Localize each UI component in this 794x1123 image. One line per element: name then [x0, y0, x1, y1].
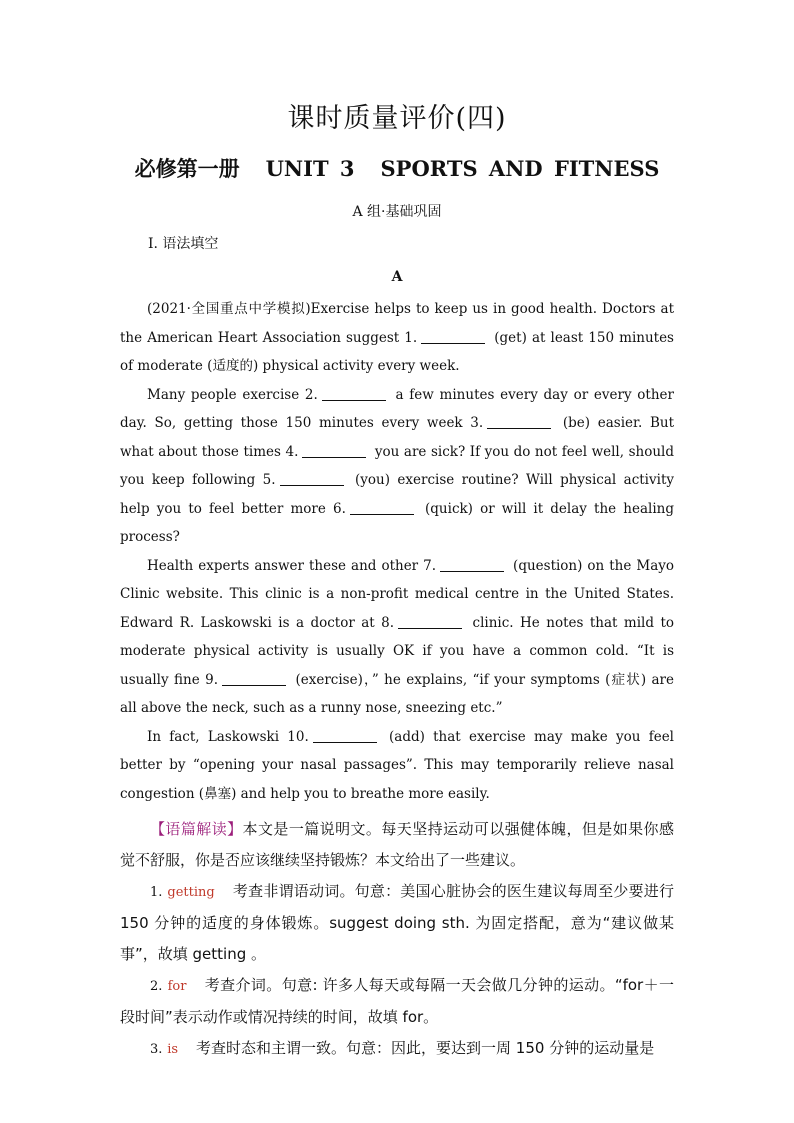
answer-blank-6[interactable] [350, 500, 414, 515]
passage-paragraph-1: (2021·全国重点中学模拟)Exercise helps to keep us in good health. Doctors at the American Heart Association suggest 1. (get) at least 150 minutes of moderate (适度的) physical activity every week. [120, 301, 674, 374]
answer-blank-8[interactable] [398, 614, 462, 629]
passage-analysis: 【语篇解读】本文是一篇说明文。每天坚持运动可以强健体魄，但是如果你感觉不舒服，你是否应该继续坚持锻炼？本文给出了一些建议。 [120, 820, 674, 869]
answer-key: is [167, 1042, 179, 1057]
passage-paragraph-2: Many people exercise 2. a few minutes every day or every other day. So, getting those 150 minutes every week 3. (be) easier. But what about those times 4. you are sick? If you do not feel well, should you keep following 5. (you) exercise routine? Will physical activity help you to feel better more 6. (quick) or will it delay the healing process? [120, 386, 674, 545]
answer-item-2: 2. for 考查介词。句意: 许多人每天或每隔一天会做几分钟的运动。“for＋一段时间”表示动作或情况持续的时间，故填 for。 [120, 976, 674, 1026]
answer-blank-4[interactable] [302, 443, 366, 458]
answer-key: for [167, 979, 187, 994]
group-heading: A 组·基础巩固 [352, 204, 442, 220]
answer-item-1: 1. getting 考查非谓语动词。句意：美国心脏协会的医生建议每周至少要进行 150 分钟的适度的身体锻炼。suggest doing sth. 为固定搭配，意为“建议做某事”，故填 getting 。 [120, 882, 674, 963]
answer-blank-10[interactable] [313, 728, 377, 743]
answer-blank-9[interactable] [222, 671, 286, 686]
analysis-tag: 【语篇解读】 [150, 820, 243, 838]
answer-key: getting [167, 885, 215, 900]
subtitle-unit: UNIT 3 [265, 156, 355, 181]
answer-blank-1[interactable] [421, 329, 485, 344]
passage-paragraph-4: In fact, Laskowski 10. (add) that exercise may make you feel better by “opening your nasal passages”. This may temporarily relieve nasal congestion (鼻塞) and help you to breathe more easily. [120, 728, 674, 802]
page-subtitle [120, 153, 674, 183]
answer-item-3: 3. is 考查时态和主谓一致。句意：因此，要达到一周 150 分钟的运动量是 [150, 1039, 655, 1057]
answer-blank-2[interactable] [322, 386, 386, 401]
answer-blank-5[interactable] [280, 471, 344, 486]
subtitle-topic: SPORTS AND FITNESS [380, 156, 660, 181]
section-heading: Ⅰ. 语法填空 [148, 236, 219, 252]
document-page [120, 96, 674, 1065]
answer-blank-3[interactable] [487, 414, 551, 429]
answer-blank-7[interactable] [440, 557, 504, 572]
passage-paragraph-3: Health experts answer these and other 7. (question) on the Mayo Clinic website. This clinic is a non-profit medical centre in the United States. Edward R. Laskowski is a doctor at 8. clinic. He notes that mild to moderate physical activity is usually OK if you have a common cold. “It is usually fine 9. (exercise)，” he explains, “if your symptoms (症状) are all above the neck, such as a runny nose, sneezing etc.” [120, 557, 675, 716]
subtitle-book: 必修第一册 [134, 156, 240, 181]
page-title: 课时质量评价(四) [287, 103, 507, 134]
passage-letter: A [391, 269, 403, 285]
